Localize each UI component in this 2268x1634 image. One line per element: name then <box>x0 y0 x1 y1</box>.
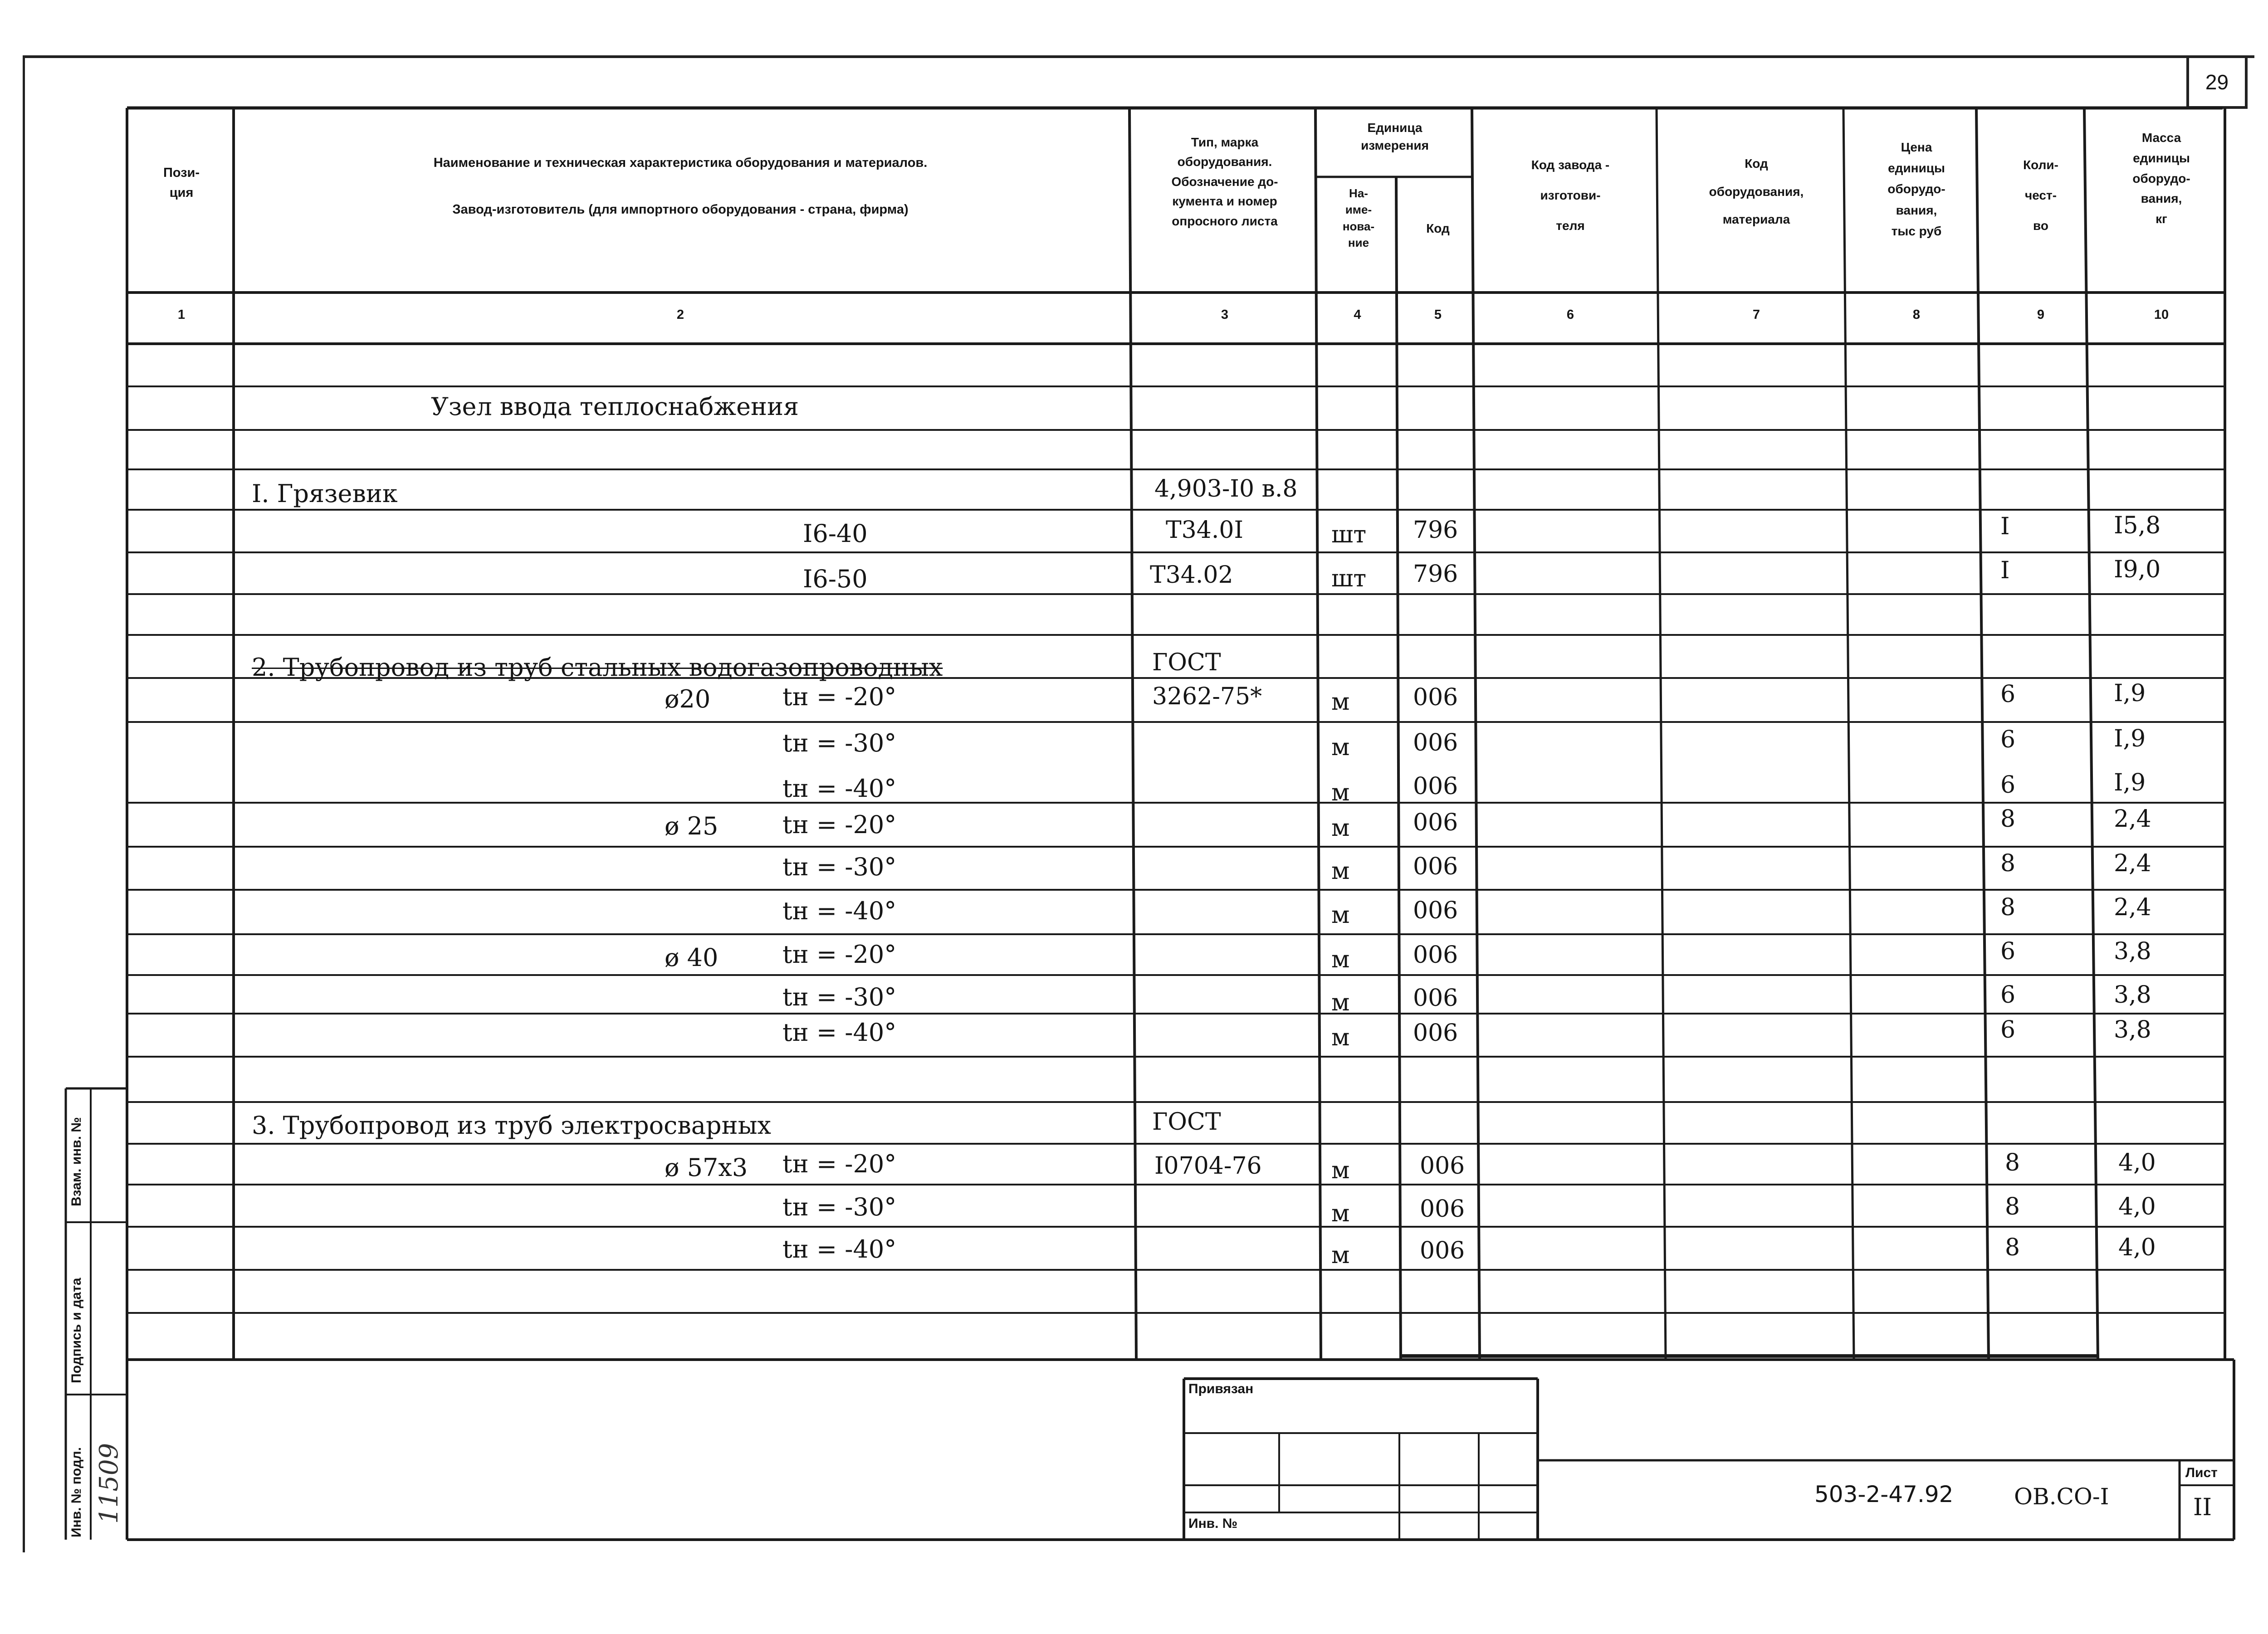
item-mass: 3,8 <box>2114 1016 2151 1044</box>
item-type: I0704-76 <box>1154 1152 1262 1180</box>
item-unit: м <box>1331 1200 1350 1227</box>
col-num-6: 6 <box>1566 307 1574 322</box>
item-type: ГОСТ <box>1152 649 1221 676</box>
item-type: 3262-75* <box>1152 683 1262 710</box>
item-code: 006 <box>1413 1019 1458 1047</box>
col-num-5: 5 <box>1434 307 1442 322</box>
item-diameter: ø20 <box>665 685 711 713</box>
header-unit-code: Код <box>1426 221 1450 235</box>
sheet-label: Лист <box>2185 1465 2218 1480</box>
item-code: 006 <box>1413 773 1458 800</box>
item-unit: м <box>1331 734 1350 761</box>
item-unit: м <box>1331 946 1350 973</box>
header-position: Пози- ция <box>163 166 200 200</box>
item-unit: м <box>1331 688 1350 716</box>
item-qty: 6 <box>2000 981 2016 1009</box>
item-unit: шт <box>1331 521 1367 548</box>
item-qty: 6 <box>2000 681 2016 708</box>
item-code: 006 <box>1413 985 1458 1012</box>
stamp-podpis: Подпись и дата <box>69 1278 84 1383</box>
item-unit: м <box>1331 1157 1350 1184</box>
item-code: 006 <box>1413 809 1458 836</box>
item-unit: м <box>1331 815 1350 842</box>
item-qty: 8 <box>2005 1234 2020 1261</box>
item-name: 2. Трубопровод из труб стальных водогазопроводных <box>252 653 943 682</box>
stamp-inv-podl: Инв. № подл. <box>69 1447 84 1537</box>
item-mass: I,9 <box>2114 680 2146 707</box>
item-temperature: tн = -30° <box>782 853 897 881</box>
item-diameter: ø 25 <box>665 812 719 840</box>
header-unit-group: Единица измерения <box>1361 121 1429 153</box>
item-qty: 8 <box>2005 1193 2020 1220</box>
col-num-10: 10 <box>2154 307 2169 322</box>
header-price: Цена единицы оборудо- вания, тыс руб <box>1887 140 1945 238</box>
item-temperature: tн = -20° <box>782 810 897 839</box>
page-number: 29 <box>2186 55 2248 109</box>
sheet-number: II <box>2193 1494 2212 1521</box>
item-type: 4,903-I0 в.8 <box>1154 475 1298 502</box>
header-unit-name: На- име- нова- ние <box>1342 186 1375 250</box>
item-mass: 3,8 <box>2114 938 2151 965</box>
item-mass: 2,4 <box>2114 850 2151 877</box>
item-qty: 6 <box>2000 771 2016 799</box>
item-name: I6-50 <box>803 565 868 593</box>
col-num-4: 4 <box>1354 307 1361 322</box>
item-name: I. Грязевик <box>252 479 398 508</box>
item-unit: м <box>1331 902 1350 929</box>
item-unit: м <box>1331 989 1350 1016</box>
item-type: T34.02 <box>1150 561 1233 589</box>
col-num-9: 9 <box>2037 307 2045 322</box>
item-code: 006 <box>1420 1237 1465 1264</box>
document-code: 503-2-47.92 <box>1814 1481 1954 1507</box>
item-mass: 3,8 <box>2114 981 2151 1009</box>
item-type: T34.0I <box>1166 517 1244 544</box>
stamp-vzam-inv: Взам. инв. № <box>69 1117 84 1206</box>
item-temperature: tн = -30° <box>782 729 897 757</box>
item-temperature: tн = -30° <box>782 1193 897 1221</box>
col-num-1: 1 <box>177 307 186 322</box>
header-name-line1: Наименование и техническая характеристика оборудования и материалов. <box>433 156 928 170</box>
item-code: 006 <box>1420 1195 1465 1223</box>
document-mark: ОВ.СО-I <box>2014 1483 2109 1510</box>
item-mass: 2,4 <box>2114 894 2151 921</box>
item-qty: 6 <box>2000 938 2016 965</box>
item-qty: I <box>2000 557 2010 584</box>
item-code: 006 <box>1420 1152 1465 1180</box>
item-diameter: ø 57x3 <box>665 1153 748 1182</box>
item-code: 006 <box>1413 729 1458 756</box>
item-qty: 8 <box>2000 850 2016 877</box>
item-temperature: tн = -40° <box>782 774 897 803</box>
item-temperature: tн = -20° <box>782 940 897 969</box>
stamp-handwritten-number: 11509 <box>94 1443 124 1524</box>
item-unit: шт <box>1331 565 1367 592</box>
item-diameter: ø 40 <box>665 943 719 972</box>
item-mass: 4,0 <box>2118 1234 2156 1261</box>
item-mass: 4,0 <box>2118 1193 2156 1220</box>
header-quantity: Коли- чест- во <box>2023 158 2058 233</box>
item-name: I6-40 <box>803 519 868 548</box>
col-num-8: 8 <box>1912 307 1921 322</box>
header-mass: Масса единицы оборудо- вания, кг <box>2132 131 2190 226</box>
col-num-3: 3 <box>1221 307 1229 322</box>
header-type: Тип, марка оборудования. Обозначение до- кумента и номер опросного листа <box>1171 135 1278 228</box>
item-unit: м <box>1331 1242 1350 1269</box>
item-code: 006 <box>1413 684 1458 711</box>
item-unit: м <box>1331 779 1350 806</box>
section-title: Узел ввода теплоснабжения <box>431 392 799 421</box>
item-qty: 8 <box>2000 894 2016 921</box>
item-type: ГОСТ <box>1152 1108 1221 1136</box>
item-mass: I,9 <box>2114 769 2146 796</box>
item-temperature: tн = -40° <box>782 897 897 925</box>
col-num-2: 2 <box>676 307 684 322</box>
item-code: 796 <box>1413 517 1458 544</box>
item-mass: I,9 <box>2114 725 2146 752</box>
item-qty: 6 <box>2000 726 2016 753</box>
item-mass: I5,8 <box>2114 512 2161 539</box>
item-code: 006 <box>1413 853 1458 880</box>
title-block-inv-no: Инв. № <box>1188 1516 1238 1531</box>
item-mass: I9,0 <box>2114 556 2161 583</box>
item-temperature: tн = -20° <box>782 683 897 711</box>
item-code: 796 <box>1413 561 1458 588</box>
header-name-line2: Завод-изготовитель (для импортного оборудования - страна, фирма) <box>452 202 909 217</box>
item-qty: 6 <box>2000 1016 2016 1044</box>
title-block-privyazan: Привязан <box>1188 1381 1254 1396</box>
item-temperature: tн = -30° <box>782 983 897 1011</box>
item-code: 006 <box>1413 897 1458 924</box>
item-unit: м <box>1331 1024 1350 1051</box>
item-temperature: tн = -40° <box>782 1018 897 1047</box>
item-qty: 8 <box>2000 805 2016 833</box>
col-num-7: 7 <box>1752 307 1760 322</box>
item-unit: м <box>1331 858 1350 885</box>
item-name: 3. Трубопровод из труб электросварных <box>252 1111 771 1140</box>
header-equipment-code: Код оборудования, материала <box>1709 156 1804 227</box>
item-code: 006 <box>1413 941 1458 969</box>
header-factory-code: Код завода - изготови- теля <box>1531 158 1610 233</box>
item-qty: I <box>2000 513 2010 540</box>
item-temperature: tн = -40° <box>782 1235 897 1263</box>
item-qty: 8 <box>2005 1149 2020 1176</box>
item-mass: 2,4 <box>2114 805 2151 833</box>
item-temperature: tн = -20° <box>782 1150 897 1178</box>
item-mass: 4,0 <box>2118 1149 2156 1176</box>
